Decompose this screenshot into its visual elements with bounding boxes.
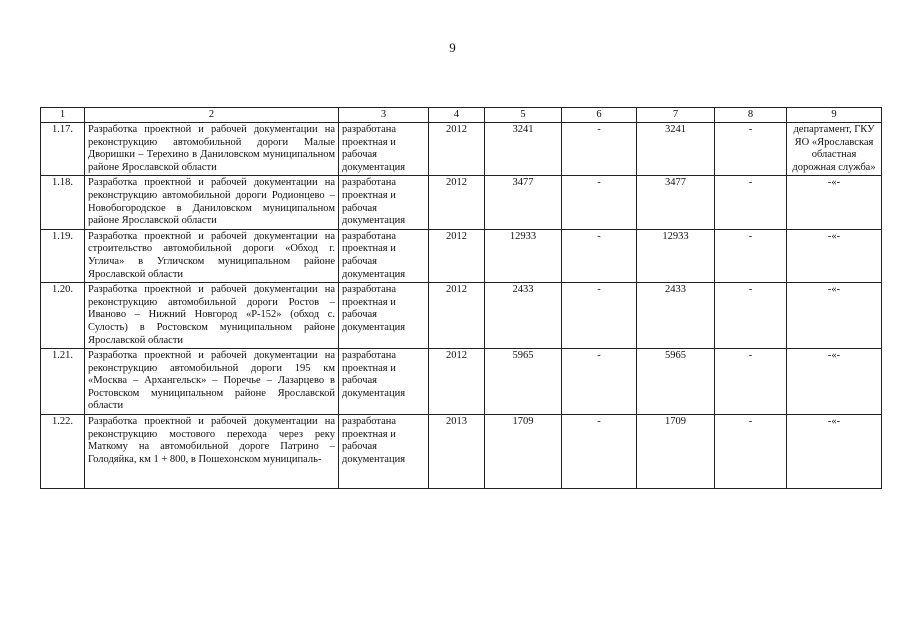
table-row [41, 415, 882, 489]
funding-col6: - [562, 229, 637, 282]
table-row [41, 123, 882, 176]
funding-total: 1709 [485, 415, 562, 489]
responsible-party: -«- [787, 283, 882, 349]
funding-total: 3241 [485, 123, 562, 176]
column-header: 4 [429, 108, 485, 123]
funding-total: 3477 [485, 176, 562, 229]
funding-col6: - [562, 283, 637, 349]
column-header: 5 [485, 108, 562, 123]
measure-result: разработана проектная и рабочая документация [339, 176, 429, 229]
measure-result: разработана проектная и рабочая документация [339, 229, 429, 282]
column-header: 3 [339, 108, 429, 123]
table-row [41, 349, 882, 415]
row-number: 1.20. [41, 283, 85, 349]
funding-total: 5965 [485, 349, 562, 415]
funding-col8: - [715, 229, 787, 282]
row-number: 1.19. [41, 229, 85, 282]
funding-col7: 3477 [637, 176, 715, 229]
measure-year: 2012 [429, 229, 485, 282]
row-number: 1.17. [41, 123, 85, 176]
funding-col6: - [562, 176, 637, 229]
row-number: 1.18. [41, 176, 85, 229]
funding-col8: - [715, 176, 787, 229]
measure-title: Разработка проектной и рабочей документации на реконструкцию автомобильной дороги Малые Дворишки – Терехино в Даниловском муниципальном районе Ярославской области [85, 123, 339, 176]
funding-col6: - [562, 349, 637, 415]
table-header-row [41, 108, 882, 123]
funding-col7: 5965 [637, 349, 715, 415]
funding-col7: 12933 [637, 229, 715, 282]
program-table [40, 107, 882, 489]
funding-col6: - [562, 123, 637, 176]
measure-year: 2012 [429, 283, 485, 349]
column-header: 9 [787, 108, 882, 123]
responsible-party: -«- [787, 176, 882, 229]
measure-result: разработана проектная и рабочая документация [339, 415, 429, 489]
table-row [41, 283, 882, 349]
funding-col6: - [562, 415, 637, 489]
funding-col7: 1709 [637, 415, 715, 489]
measure-title: Разработка проектной и рабочей документации на строительство автомобильной дороги «Обход г. Углича» в Угличском муниципальном районе Ярославской области [85, 229, 339, 282]
measure-title: Разработка проектной и рабочей документации на реконструкцию мостового перехода через реку Маткому на автомобильной дороге Патрино – Голодяйка, км 1 + 800, в Пошехонском муниципаль- [85, 415, 339, 489]
responsible-party: -«- [787, 415, 882, 489]
funding-total: 12933 [485, 229, 562, 282]
measure-title: Разработка проектной и рабочей документации на реконструкцию автомобильной дороги 195 км «Москва – Архангельск» – Поречье – Лазарцево в Ростовском муниципальном районе Ярославской области [85, 349, 339, 415]
measure-title: Разработка проектной и рабочей документации на реконструкцию автомобильной дороги Родионцево – Новобогородское в Даниловском муниципальном районе Ярославской области [85, 176, 339, 229]
funding-col8: - [715, 123, 787, 176]
measure-year: 2012 [429, 123, 485, 176]
funding-col7: 2433 [637, 283, 715, 349]
responsible-party: -«- [787, 349, 882, 415]
measure-result: разработана проектная и рабочая документация [339, 123, 429, 176]
responsible-party: -«- [787, 229, 882, 282]
column-header: 8 [715, 108, 787, 123]
measure-year: 2013 [429, 415, 485, 489]
column-header: 1 [41, 108, 85, 123]
row-number: 1.21. [41, 349, 85, 415]
funding-col8: - [715, 283, 787, 349]
table-row [41, 229, 882, 282]
measure-year: 2012 [429, 349, 485, 415]
measure-year: 2012 [429, 176, 485, 229]
measure-result: разработана проектная и рабочая документация [339, 349, 429, 415]
column-header: 2 [85, 108, 339, 123]
page-number: 9 [449, 40, 456, 55]
funding-col8: - [715, 415, 787, 489]
measure-result: разработана проектная и рабочая документация [339, 283, 429, 349]
responsible-party: департамент, ГКУ ЯО «Ярославская областная дорожная служба» [787, 123, 882, 176]
row-number: 1.22. [41, 415, 85, 489]
funding-col8: - [715, 349, 787, 415]
column-header: 6 [562, 108, 637, 123]
measure-title: Разработка проектной и рабочей документации на реконструкцию автомобильной дороги Ростов – Иваново – Нижний Новгород «Р-152» (обход с. Сулость) в Ростовском муниципальном районе Ярославской области [85, 283, 339, 349]
funding-total: 2433 [485, 283, 562, 349]
funding-col7: 3241 [637, 123, 715, 176]
table-row [41, 176, 882, 229]
column-header: 7 [637, 108, 715, 123]
